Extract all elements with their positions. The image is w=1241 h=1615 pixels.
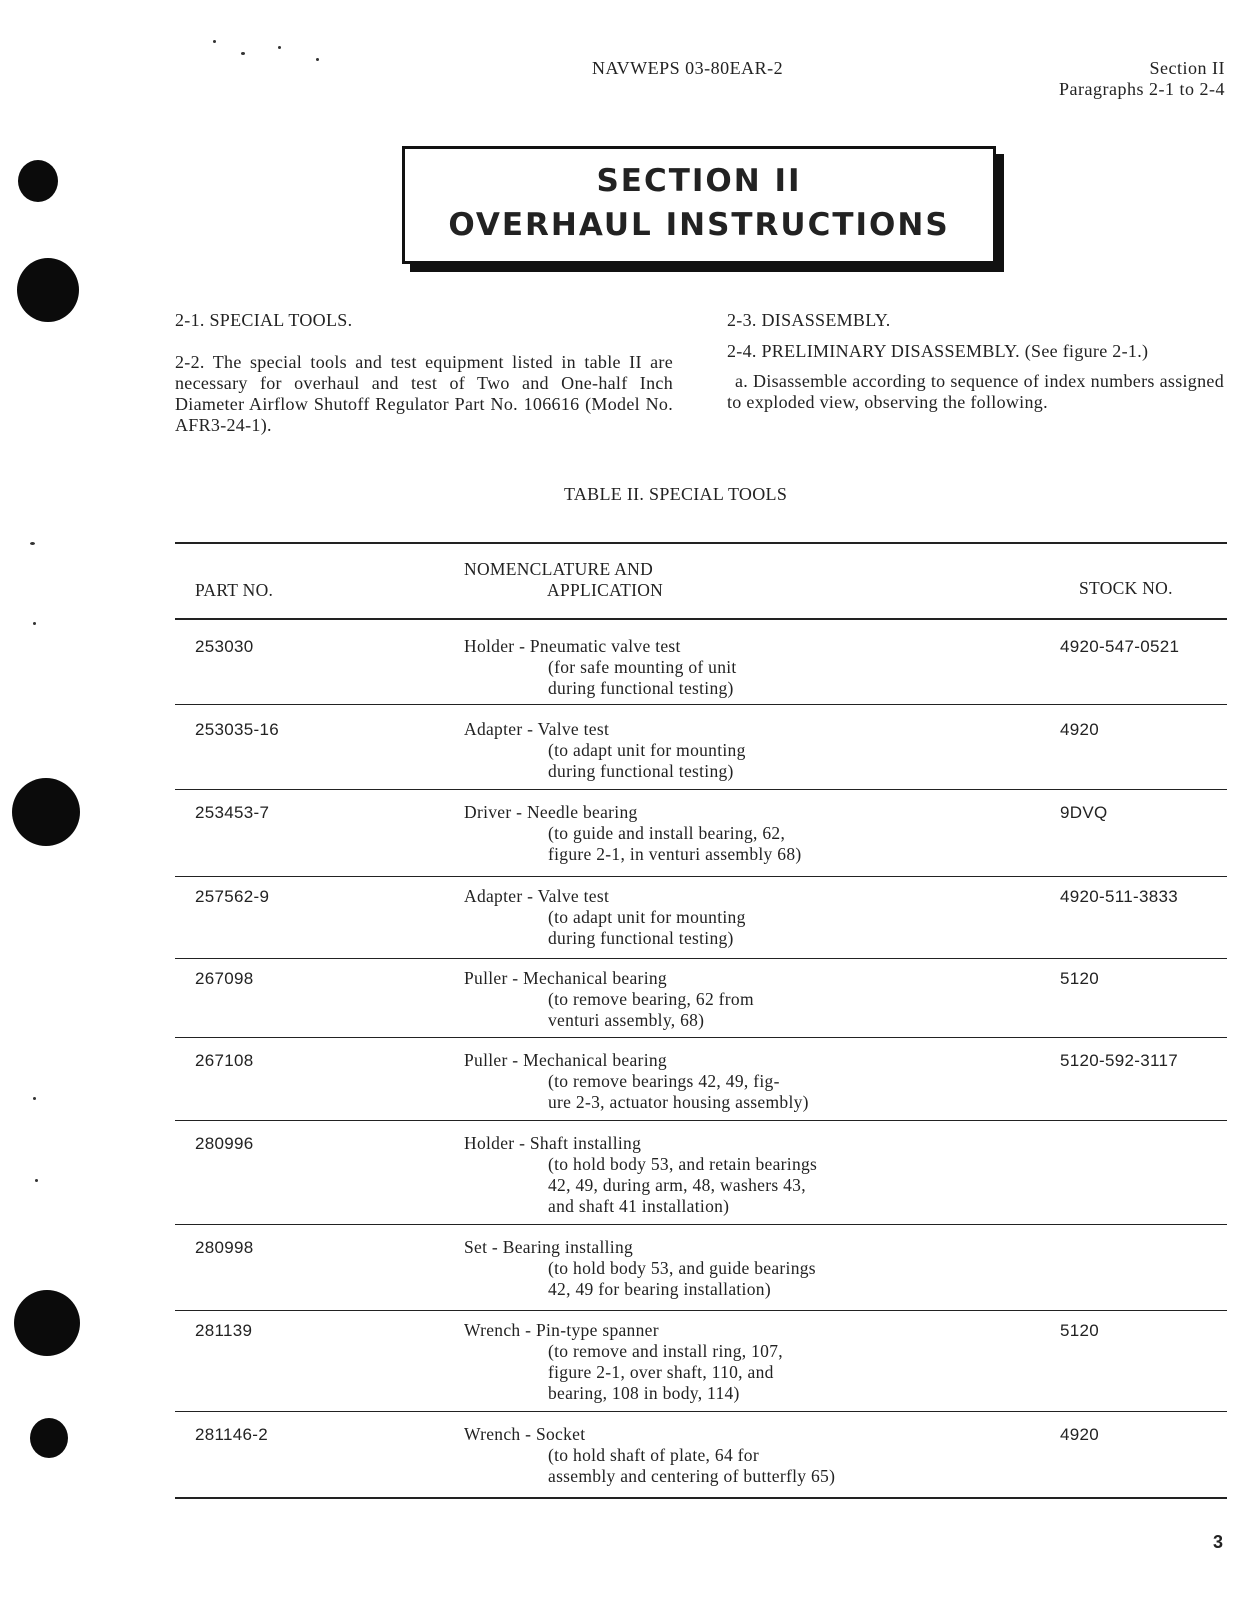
part-number: 253453-7 — [195, 803, 270, 822]
stock-number: 5120 — [1060, 969, 1100, 988]
application-line: (to adapt unit for mounting — [548, 740, 746, 760]
nomenclature — [464, 1424, 835, 1487]
speck — [30, 542, 35, 545]
nomenclature — [464, 968, 754, 1031]
column-header-nomenclature — [464, 559, 663, 601]
tool-name: Wrench - Socket — [464, 1424, 586, 1444]
paragraph-2-2: 2-2. The special tools and test equipment listed in table II are necessary for overhaul and test of Two and One-half Inch Diameter Airflow Shutoff Regulator Part No. 106616 (Model No. AFR3-24-1). — [175, 352, 673, 435]
application-line: (to adapt unit for mounting — [548, 907, 746, 927]
part-number: 281146-2 — [195, 1425, 268, 1444]
row-divider — [175, 789, 1227, 790]
application-line: (to guide and install bearing, 62, — [548, 823, 786, 843]
part-number: 253030 — [195, 637, 254, 656]
column-header-line: NOMENCLATURE AND — [464, 559, 654, 579]
tool-name: Set - Bearing installing — [464, 1237, 634, 1257]
section-title: SECTION II — [596, 163, 802, 199]
binder-hole — [18, 160, 58, 202]
speck — [241, 52, 245, 55]
paragraph-range: Paragraphs 2-1 to 2-4 — [1059, 79, 1225, 99]
table-bottom-rule — [175, 1497, 1227, 1499]
part-number: 267098 — [195, 969, 254, 988]
stock-number: 4920-511-3833 — [1060, 887, 1178, 906]
application-line: during functional testing) — [548, 928, 734, 948]
tool-name: Adapter - Valve test — [464, 719, 610, 739]
table-top-rule — [175, 542, 1227, 544]
binder-hole — [14, 1290, 80, 1356]
row-divider — [175, 1120, 1227, 1121]
speck — [316, 58, 319, 61]
tool-name: Driver - Needle bearing — [464, 802, 638, 822]
application-line: (for safe mounting of unit — [548, 657, 737, 677]
binder-hole — [17, 258, 79, 322]
tool-name: Adapter - Valve test — [464, 886, 610, 906]
application-line: venturi assembly, 68) — [548, 1010, 705, 1030]
speck — [33, 1097, 36, 1100]
heading-2-1: 2-1. SPECIAL TOOLS. — [175, 310, 353, 330]
tool-name: Puller - Mechanical bearing — [464, 1050, 667, 1070]
row-divider — [175, 1310, 1227, 1311]
nomenclature — [464, 1133, 817, 1217]
nomenclature — [464, 802, 802, 865]
heading-2-3: 2-3. DISASSEMBLY. — [727, 310, 891, 330]
nomenclature — [464, 636, 737, 699]
application-line: 42, 49, during arm, 48, washers 43, — [548, 1175, 806, 1195]
part-number: 281139 — [195, 1321, 253, 1340]
column-header-stock-no: STOCK NO. — [1079, 578, 1173, 598]
part-number: 257562-9 — [195, 887, 270, 906]
page-number: 3 — [1212, 1532, 1223, 1552]
binder-hole — [12, 778, 80, 846]
application-line: (to remove bearings 42, 49, fig- — [548, 1071, 780, 1091]
column-header-line: APPLICATION — [547, 580, 664, 600]
stock-number: 4920 — [1060, 1425, 1100, 1444]
application-line: (to hold body 53, and retain bearings — [548, 1154, 818, 1174]
application-line: ure 2-3, actuator housing assembly) — [548, 1092, 809, 1112]
row-divider — [175, 704, 1227, 705]
part-number: 280996 — [195, 1134, 254, 1153]
row-divider — [175, 1037, 1227, 1038]
speck — [35, 1179, 38, 1182]
stock-number: 4920 — [1060, 720, 1100, 739]
application-line: (to hold body 53, and guide bearings — [548, 1258, 816, 1278]
tool-name: Wrench - Pin-type spanner — [464, 1320, 659, 1340]
paragraph-a: a. Disassemble according to sequence of index numbers assigned to exploded view, observing the following. — [727, 371, 1224, 412]
table-header-rule — [175, 618, 1227, 620]
application-line: (to remove and install ring, 107, — [548, 1341, 783, 1361]
application-line: bearing, 108 in body, 114) — [548, 1383, 740, 1403]
tool-name: Holder - Pneumatic valve test — [464, 636, 681, 656]
speck — [213, 40, 216, 43]
row-divider — [175, 1411, 1227, 1412]
nomenclature — [464, 886, 746, 949]
section-reference — [1059, 58, 1225, 100]
section-title-box — [402, 146, 996, 264]
section-label: Section II — [1149, 58, 1225, 78]
speck — [33, 622, 36, 625]
part-number: 267108 — [195, 1051, 254, 1070]
speck — [278, 46, 281, 49]
nomenclature — [464, 1050, 809, 1113]
stock-number: 5120 — [1060, 1321, 1100, 1340]
stock-number: 9DVQ — [1060, 803, 1108, 822]
application-line: and shaft 41 installation) — [548, 1196, 730, 1216]
section-subtitle: OVERHAUL INSTRUCTIONS — [448, 207, 950, 243]
application-line: (to remove bearing, 62 from — [548, 989, 754, 1009]
nomenclature — [464, 1237, 816, 1300]
tool-name: Holder - Shaft installing — [464, 1133, 642, 1153]
application-line: 42, 49 for bearing installation) — [548, 1279, 771, 1299]
nomenclature — [464, 1320, 783, 1404]
part-number: 253035-16 — [195, 720, 279, 739]
application-line: (to hold shaft of plate, 64 for — [548, 1445, 759, 1465]
binder-hole — [30, 1418, 68, 1458]
row-divider — [175, 876, 1227, 877]
application-line: during functional testing) — [548, 678, 734, 698]
document-number: NAVWEPS 03-80EAR-2 — [592, 58, 784, 78]
part-number: 280998 — [195, 1238, 254, 1257]
column-header-part-no: PART NO. — [195, 580, 274, 600]
row-divider — [175, 958, 1227, 959]
row-divider — [175, 1224, 1227, 1225]
stock-number: 5120-592-3117 — [1060, 1051, 1178, 1070]
application-line: assembly and centering of butterfly 65) — [548, 1466, 836, 1486]
tool-name: Puller - Mechanical bearing — [464, 968, 667, 988]
heading-2-4: 2-4. PRELIMINARY DISASSEMBLY. (See figure 2-1.) — [727, 341, 1149, 361]
table-caption: TABLE II. SPECIAL TOOLS — [564, 484, 788, 504]
application-line: during functional testing) — [548, 761, 734, 781]
application-line: figure 2-1, in venturi assembly 68) — [548, 844, 802, 864]
nomenclature — [464, 719, 746, 782]
application-line: figure 2-1, over shaft, 110, and — [548, 1362, 774, 1382]
stock-number: 4920-547-0521 — [1060, 637, 1180, 656]
